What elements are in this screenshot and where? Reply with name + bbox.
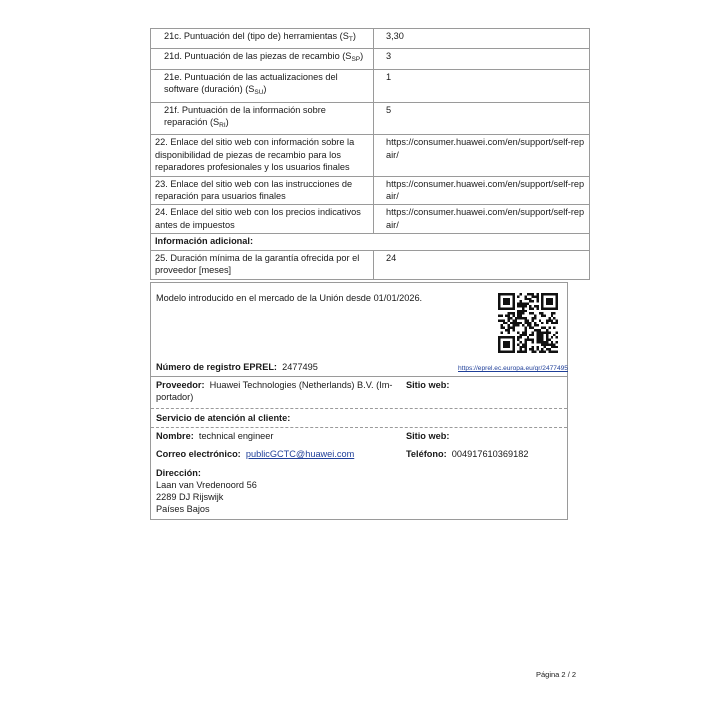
supplier-label: Proveedor:: [156, 380, 205, 390]
address-label: Dirección:: [156, 468, 201, 478]
repair-info-table: [150, 28, 590, 280]
dashed-divider: [151, 427, 567, 428]
table-row: [151, 102, 590, 135]
divider: [151, 376, 567, 377]
eprel-number: 2477495: [282, 362, 318, 372]
warranty-value: 24: [374, 250, 590, 279]
customer-service-heading: Servicio de atención al cliente:: [156, 413, 291, 423]
email-label: Correo electrónico:: [156, 449, 241, 459]
page-number: Página 2 / 2: [536, 670, 577, 679]
row-label: 22. Enlace del sitio web con información sobre la disponibilidad de piezas de recambio para los reparadores profesionales y los usuarios finales: [151, 135, 374, 176]
supplier-info-box: [150, 282, 568, 520]
website-label-2: Sitio web:: [406, 431, 450, 441]
email-row: [156, 448, 354, 460]
supplier-name: Huawei Technologies (Netherlands) B.V. (Im-: [209, 380, 393, 390]
eprel-link[interactable]: https://eprel.ec.europa.eu/qr/2477495: [458, 365, 568, 372]
table-row: [151, 135, 590, 176]
name-value: technical engineer: [198, 431, 274, 441]
table-row: [151, 205, 590, 234]
additional-info-heading: Información adicional:: [151, 234, 590, 250]
row-label: 24. Enlace del sitio web con los precios indicativos antes de impuestos: [151, 205, 374, 234]
website-label: Sitio web:: [406, 380, 450, 390]
phone-value: 004917610369182: [451, 449, 529, 459]
email-link[interactable]: publicGCTC@huawei.com: [245, 449, 355, 459]
table-row: [151, 29, 590, 49]
supplier-row: [156, 379, 392, 391]
table-row: [151, 250, 590, 279]
row-label: 23. Enlace del sitio web con las instrucciones de reparación para usuarios finales: [151, 176, 374, 205]
supplier-name-cont: portador): [156, 392, 194, 402]
row-link-value: https://consumer.huawei.com/en/support/self-repair/: [374, 205, 590, 234]
table-section-header: [151, 234, 590, 250]
row-value: 1: [374, 69, 590, 102]
row-value: 5: [374, 102, 590, 135]
model-market-date: Modelo introducido en el mercado de la Unión desde 01/01/2026.: [156, 293, 423, 303]
name-label: Nombre:: [156, 431, 194, 441]
qr-code-icon[interactable]: [498, 293, 558, 353]
row-link-value: https://consumer.huawei.com/en/support/self-repair/: [374, 176, 590, 205]
eprel-label: Número de registro EPREL:: [156, 362, 277, 372]
row-value: 3,30: [374, 29, 590, 49]
row-label: 21e. Puntuación de las actualizaciones del software (duración) $(S_{SU})$: [151, 69, 374, 102]
address-line-2: 2289 DJ Rijswijk: [156, 492, 224, 502]
address-line-3: Países Bajos: [156, 504, 210, 514]
row-label: 21d. Puntuación de las piezas de recambio $(S_{SP})$: [151, 49, 374, 69]
table-row: [151, 49, 590, 69]
row-value: 3: [374, 49, 590, 69]
phone-row: [406, 448, 528, 460]
phone-label: Teléfono:: [406, 449, 447, 459]
warranty-label: 25. Duración mínima de la garantía ofrecida por el proveedor [meses]: [151, 250, 374, 279]
eprel-row: [156, 361, 318, 373]
table-row: [151, 176, 590, 205]
row-label: 21f. Puntuación de la información sobre reparación $(S_{RI})$: [151, 102, 374, 135]
table-row: [151, 69, 590, 102]
dashed-divider: [151, 408, 567, 409]
row-link-value: https://consumer.huawei.com/en/support/self-repair/: [374, 135, 590, 176]
contact-name-row: [156, 430, 273, 442]
row-label: 21c. Puntuación del (tipo de) herramientas $(S_T)$: [151, 29, 374, 49]
address-line-1: Laan van Vredenoord 56: [156, 480, 257, 490]
